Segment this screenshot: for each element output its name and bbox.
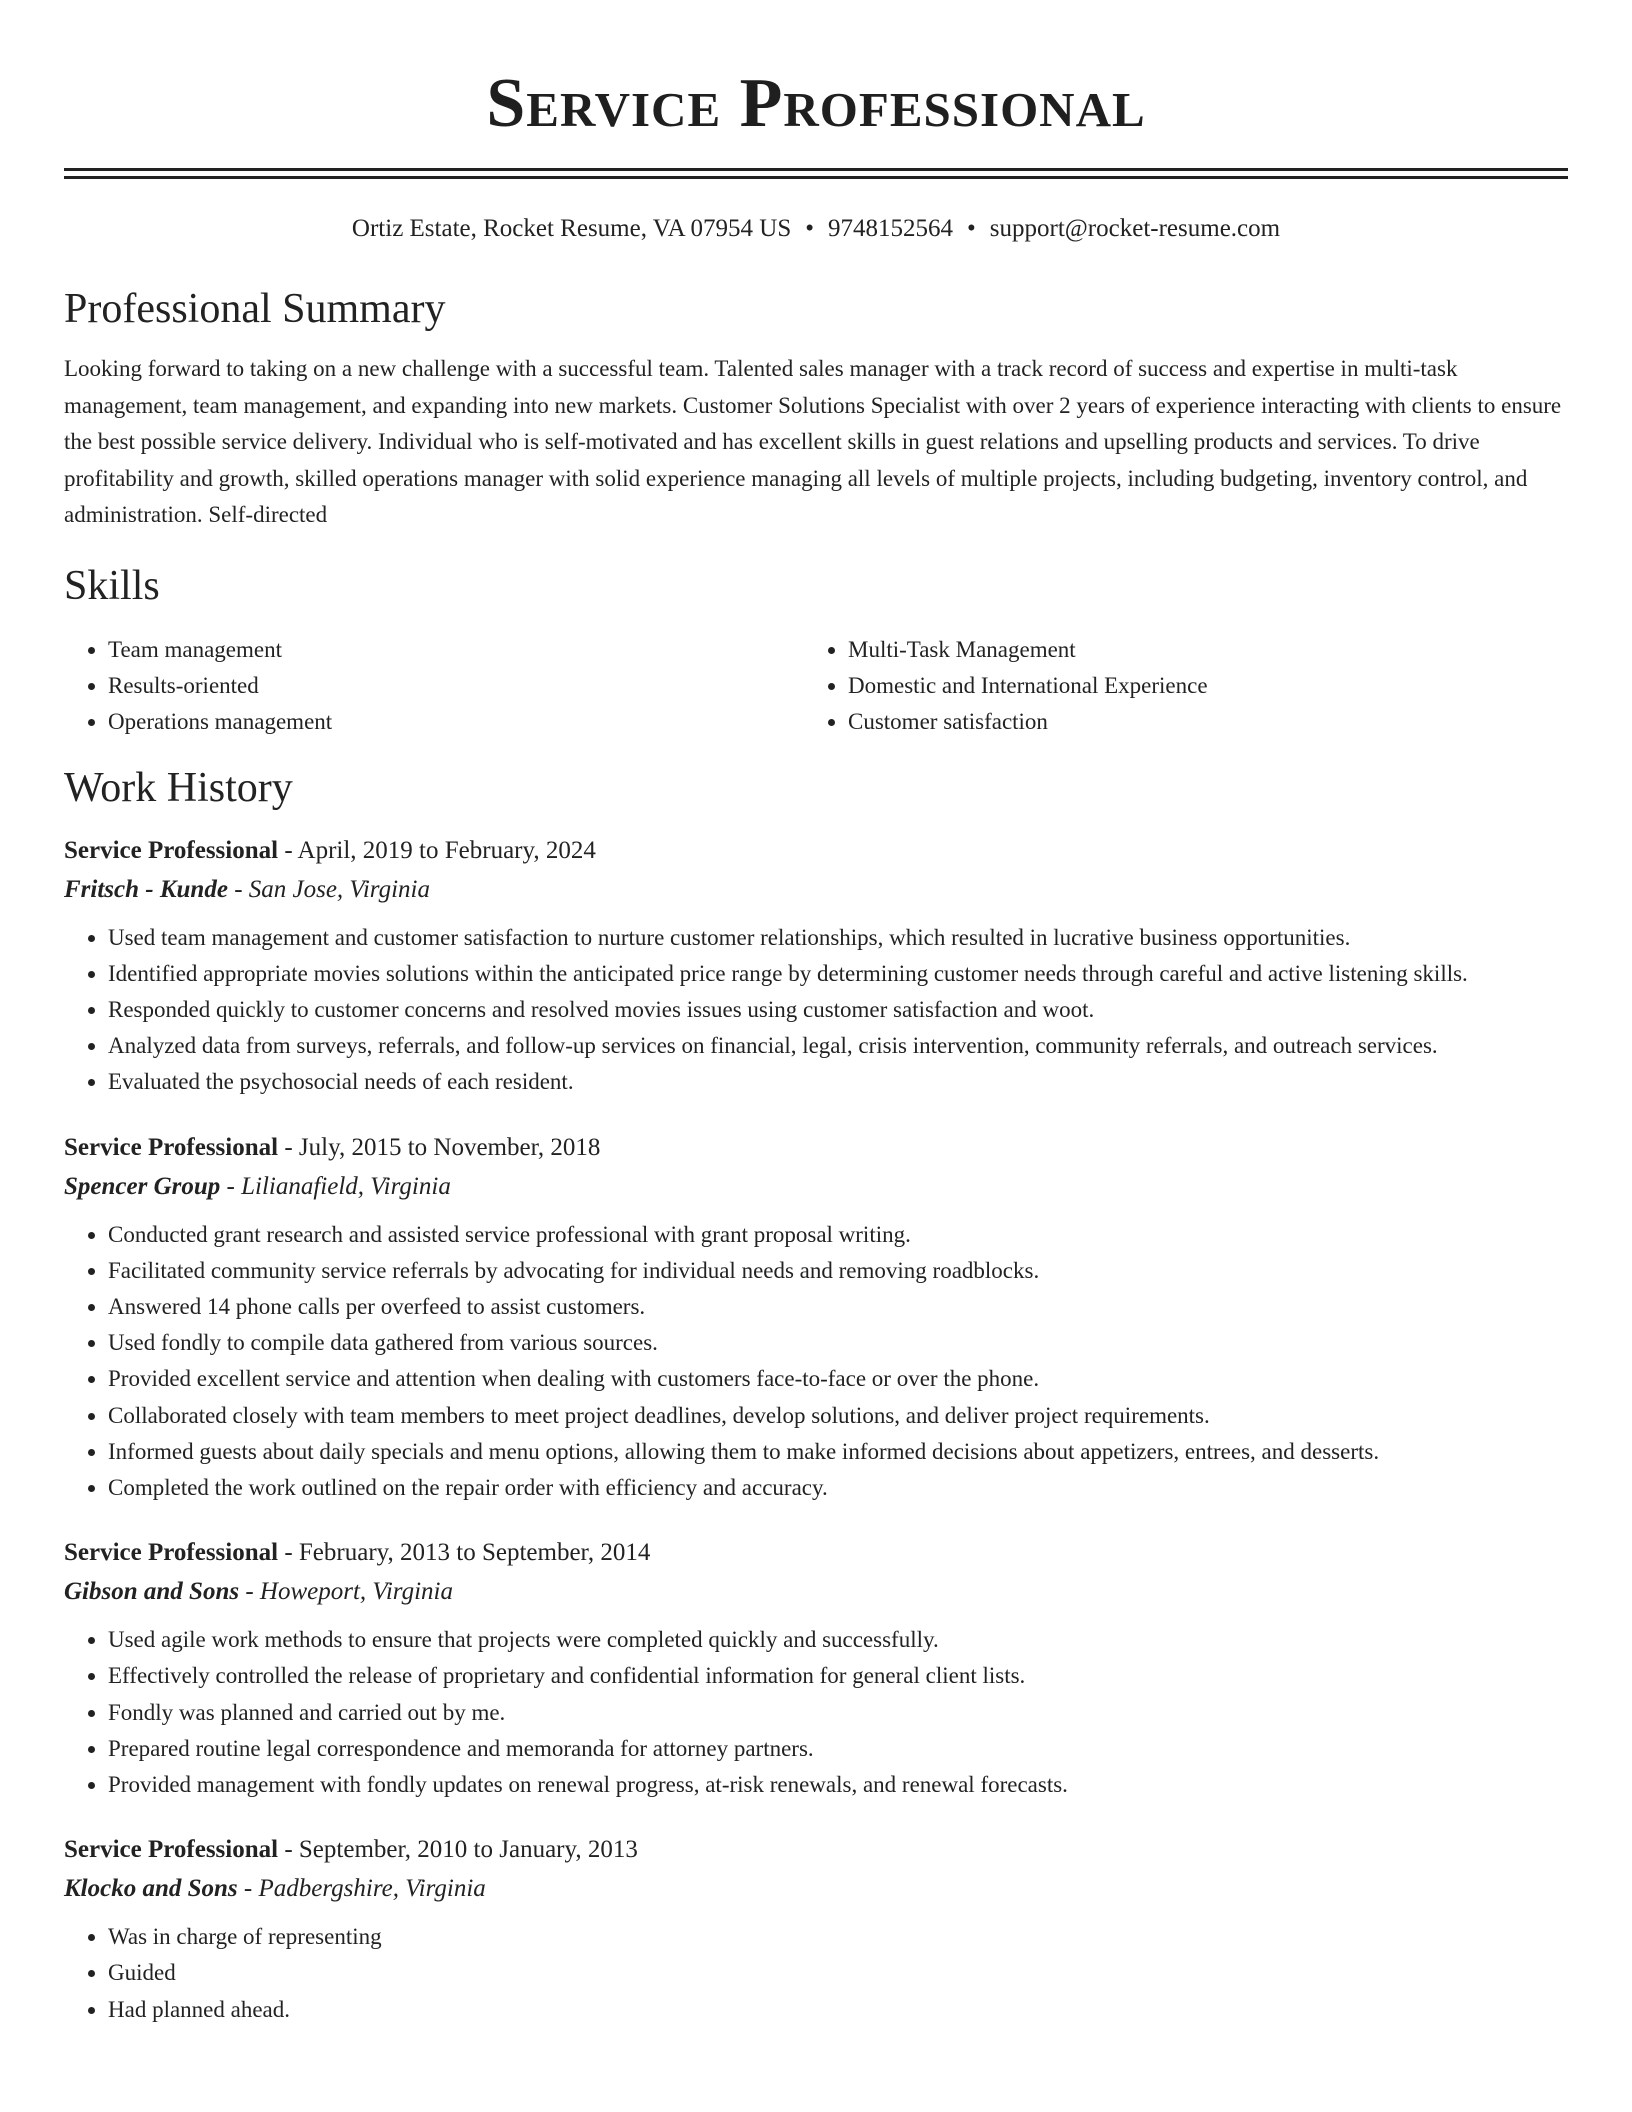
- job-dates: - July, 2015 to November, 2018: [278, 1133, 601, 1161]
- job-bullets: [64, 1622, 1568, 1803]
- job-company-line: [64, 1167, 1568, 1207]
- job-company: Klocko and Sons: [64, 1875, 238, 1903]
- job-entry: [64, 832, 1568, 1101]
- job-bullet: • Conducted grant research and assisted service professional with grant proposal writing.: [108, 1217, 1568, 1253]
- job-bullet: • Was in charge of representing: [108, 1919, 1568, 1955]
- job-company: Spencer Group: [64, 1172, 221, 1200]
- job-location: - Howeport, Virginia: [239, 1578, 453, 1606]
- work-history-heading: Work History: [64, 764, 293, 811]
- job-location: - San Jose, Virginia: [227, 875, 430, 903]
- job-company-line: [64, 1869, 1568, 1909]
- job-title-line: [64, 1534, 1568, 1572]
- job-role: Service Professional: [64, 1539, 279, 1567]
- skills-heading: Skills: [64, 562, 160, 609]
- job-bullet: • Provided excellent service and attention when dealing with customers face-to-face or over the phone.: [108, 1361, 1568, 1397]
- job-bullet: • Collaborated closely with team members to meet project deadlines, develop solutions, and deliver project requirements.: [108, 1398, 1568, 1434]
- job-bullet: • Had planned ahead.: [108, 1992, 1568, 2028]
- job-entry: [64, 1534, 1568, 1803]
- job-location: - Lilianafield, Virginia: [220, 1172, 451, 1200]
- job-company: Gibson and Sons: [64, 1578, 240, 1606]
- contact-email: support@rocket-resume.com: [989, 215, 1281, 242]
- job-bullet: • Guided: [108, 1955, 1568, 1991]
- job-bullet: • Effectively controlled the release of proprietary and confidential information for general client lists.: [108, 1658, 1568, 1694]
- job-company-line: [64, 870, 1568, 910]
- job-dates: - February, 2013 to September, 2014: [278, 1539, 651, 1567]
- job-role: Service Professional: [64, 836, 279, 864]
- job-bullet: • Informed guests about daily specials and menu options, allowing them to make informed decisions about appetizers, entrees, and desserts.: [108, 1434, 1568, 1470]
- summary-text: Looking forward to taking on a new challenge with a successful team. Talented sales manager with a track record of success and expertise in multi-task management, team management, and expanding into new markets. Customer Solutions Specialist with over 2 years of experience interacting with clients to ensure the best possible service delivery. Individual who is self-motivated and has excellent skills in guest relations and upselling products and services. To drive profitability and growth, skilled operations manager with solid experience managing all levels of multiple projects, including budgeting, inventory control, and administration. Self-directed: [64, 356, 1562, 527]
- contact-address: Ortiz Estate, Rocket Resume, VA 07954 US: [351, 215, 792, 242]
- resume-title: Service Professional: [486, 65, 1146, 142]
- title-divider: [64, 168, 1568, 179]
- job-bullet: • Prepared routine legal correspondence and memoranda for attorney partners.: [108, 1731, 1568, 1767]
- job-title-line: [64, 832, 1568, 870]
- skill-item: • Domestic and International Experience: [848, 668, 1548, 704]
- job-bullet: • Provided management with fondly updates on renewal progress, at-risk renewals, and renewal forecasts.: [108, 1767, 1568, 1803]
- job-title-line: [64, 1831, 1568, 1869]
- job-bullets: [64, 1919, 1568, 2028]
- job-entry: [64, 1129, 1568, 1507]
- resume-page: [64, 0, 1568, 2028]
- skills-column-left: [64, 632, 806, 740]
- job-role: Service Professional: [64, 1133, 279, 1161]
- contact-line: [64, 213, 1568, 245]
- contact-separator: •: [805, 215, 815, 242]
- skills-list: [64, 632, 1568, 740]
- job-dates: - April, 2019 to February, 2024: [278, 836, 596, 864]
- skill-item: • Team management: [108, 632, 806, 668]
- job-bullet: • Used team management and customer satisfaction to nurture customer relationships, which resulted in lucrative business opportunities.: [108, 920, 1568, 956]
- contact-phone: 9748152564: [828, 215, 954, 242]
- skill-item: • Multi-Task Management: [848, 632, 1548, 668]
- job-entry: [64, 1831, 1568, 2028]
- job-bullet: • Used agile work methods to ensure that projects were completed quickly and successfully.: [108, 1622, 1568, 1658]
- job-dates: - September, 2010 to January, 2013: [278, 1836, 638, 1864]
- skill-item: • Results-oriented: [108, 668, 806, 704]
- job-bullet: • Used fondly to compile data gathered from various sources.: [108, 1325, 1568, 1361]
- job-bullets: [64, 1217, 1568, 1507]
- contact-separator: •: [967, 215, 976, 242]
- job-bullet: • Analyzed data from surveys, referrals, and follow-up services on financial, legal, crisis intervention, community referrals, and outreach services.: [108, 1028, 1568, 1064]
- job-bullet: • Identified appropriate movies solutions within the anticipated price range by determining customer needs through careful and active listening skills.: [108, 956, 1568, 992]
- skill-item: • Customer satisfaction: [848, 704, 1548, 740]
- job-company-line: [64, 1572, 1568, 1612]
- job-bullet: • Responded quickly to customer concerns and resolved movies issues using customer satisfaction and woot.: [108, 992, 1568, 1028]
- skill-item: • Operations management: [108, 704, 806, 740]
- summary-heading: Professional Summary: [64, 286, 446, 332]
- job-bullet: • Completed the work outlined on the repair order with efficiency and accuracy.: [108, 1470, 1568, 1506]
- job-company: Fritsch - Kunde: [64, 875, 228, 903]
- job-location: - Padbergshire, Virginia: [237, 1875, 486, 1903]
- job-bullet: • Evaluated the psychosocial needs of each resident.: [108, 1064, 1568, 1100]
- job-title-line: [64, 1129, 1568, 1167]
- job-bullets: [64, 920, 1568, 1101]
- job-role: Service Professional: [64, 1836, 279, 1864]
- job-bullet: • Answered 14 phone calls per overfeed to assist customers.: [108, 1289, 1568, 1325]
- job-bullet: • Facilitated community service referrals by advocating for individual needs and removing roadblocks.: [108, 1253, 1568, 1289]
- job-bullet: • Fondly was planned and carried out by me.: [108, 1695, 1568, 1731]
- skills-column-right: [806, 632, 1548, 740]
